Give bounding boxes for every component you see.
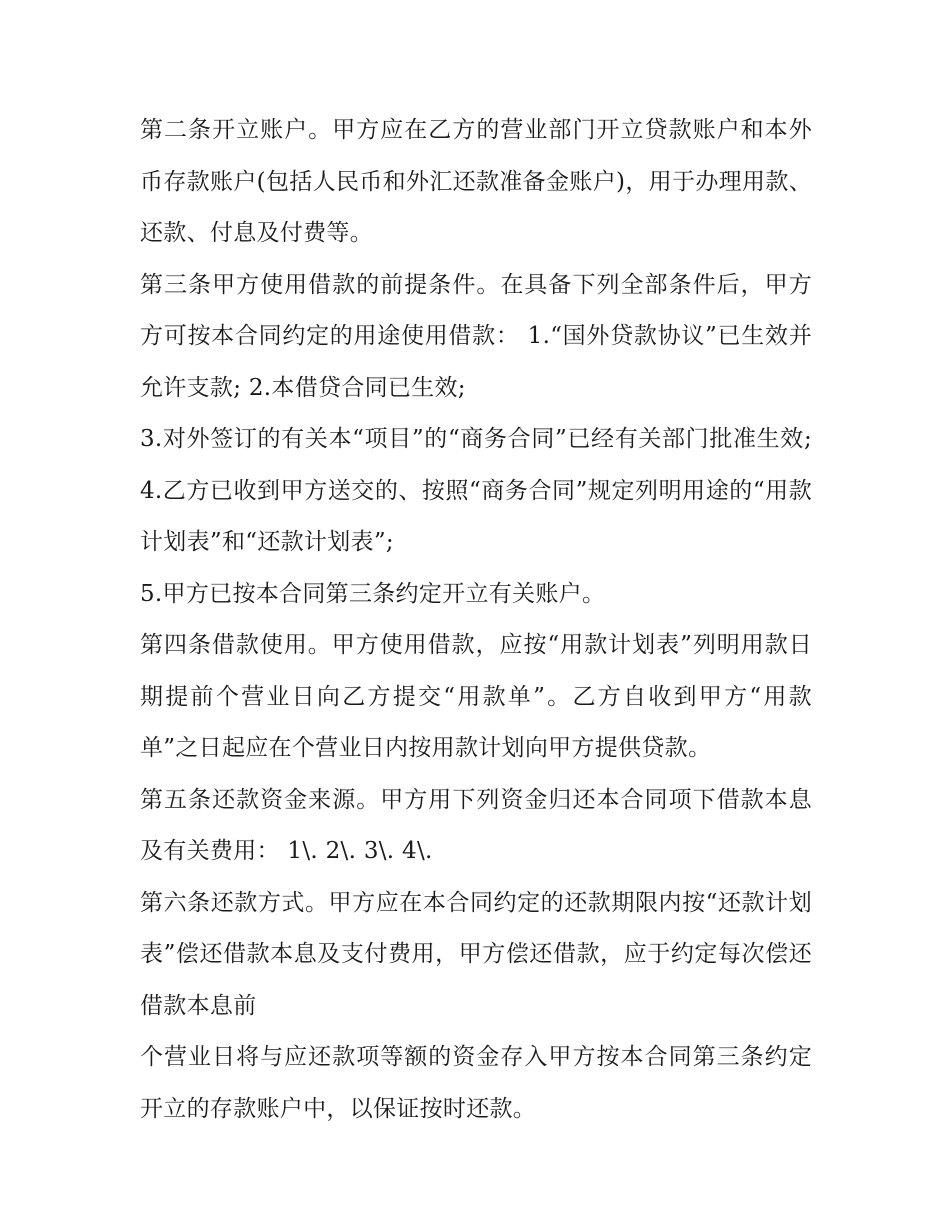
paragraph-article-6-repayment-method: 第六条还款方式。甲方应在本合同约定的还款期限内按“还款计划表”偿还借款本息及支付费用，甲方偿还借款，应于约定每次偿还借款本息前 bbox=[140, 889, 812, 1019]
paragraph-article-3-condition-5: 5.甲方已按本合同第三条约定开立有关账户。 bbox=[140, 580, 606, 607]
paragraph-article-3-preconditions: 第三条甲方使用借款的前提条件。在具备下列全部条件后，甲方方可按本合同约定的用途使用借款： 1.“国外贷款协议”已生效并允许支款; 2.本借贷合同已生效; bbox=[140, 271, 812, 401]
paragraph-article-6-deposit: 个营业日将与应还款项等额的资金存入甲方按本合同第三条约定开立的存款账户中，以保证按时还款。 bbox=[140, 1044, 812, 1122]
paragraph-article-2-open-account: 第二条开立账户。甲方应在乙方的营业部门开立贷款账户和本外币存款账户(包括人民币和外汇还款准备金账户)，用于办理用款、还款、付息及付费等。 bbox=[140, 117, 812, 246]
paragraph-article-3-conditions-3-4: 3.对外签订的有关本“项目”的“商务合同”已经有关部门批准生效; 4.乙方已收到甲方送交的、按照“商务合同”规定列明用途的“用款计划表”和“还款计划表”; bbox=[140, 426, 812, 555]
paragraph-article-5-repayment-source: 第五条还款资金来源。甲方用下列资金归还本合同项下借款本息及有关费用： 1\. 2\. 3\. 4\. bbox=[140, 786, 812, 864]
paragraph-article-4-loan-use: 第四条借款使用。甲方使用借款，应按“用款计划表”列明用款日期提前个营业日向乙方提交“用款单”。乙方自收到甲方“用款单”之日起应在个营业日内按用款计划向甲方提供贷款。 bbox=[140, 632, 812, 761]
document-body bbox=[140, 105, 812, 1135]
